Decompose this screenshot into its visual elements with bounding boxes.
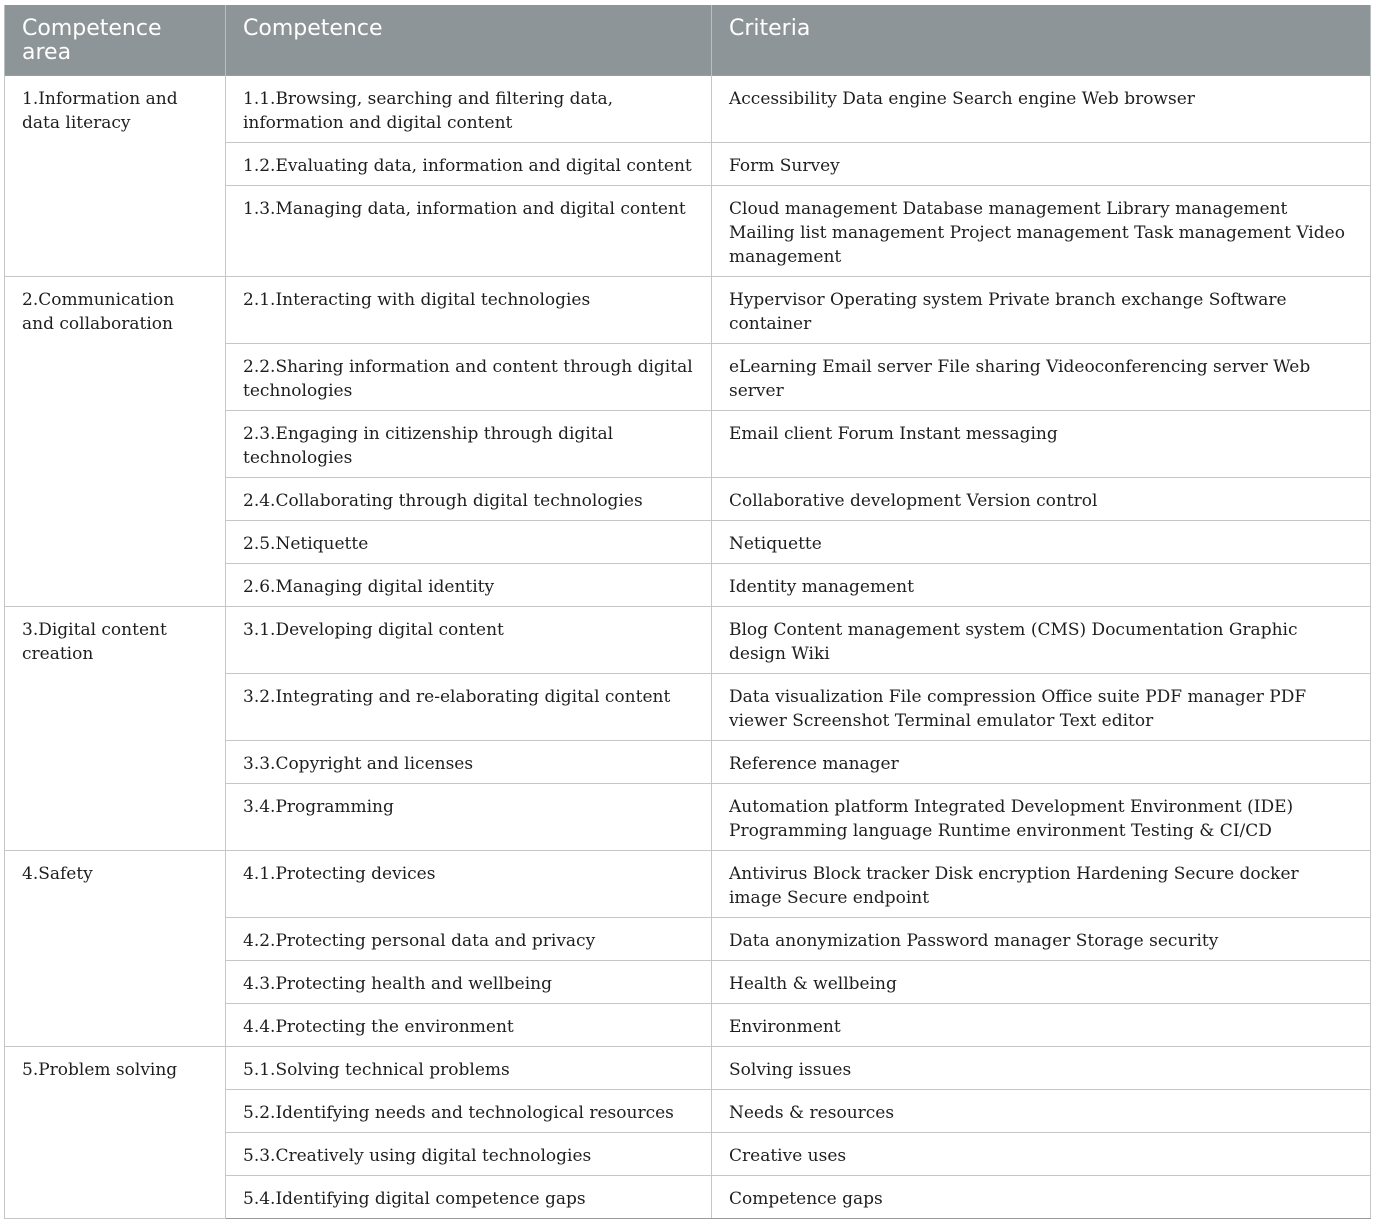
criteria-cell: Identity management	[712, 564, 1371, 607]
criteria-cell: Creative uses	[712, 1133, 1371, 1176]
competence-cell: 4.3.Protecting health and wellbeing	[226, 961, 712, 1004]
criteria-cell: Health & wellbeing	[712, 961, 1371, 1004]
criteria-cell: Needs & resources	[712, 1090, 1371, 1133]
criteria-cell: Email client Forum Instant messaging	[712, 411, 1371, 478]
table-header	[5, 5, 1371, 76]
competence-cell: 2.4.Collaborating through digital technologies	[226, 478, 712, 521]
criteria-cell: Blog Content management system (CMS) Documentation Graphic design Wiki	[712, 607, 1371, 674]
competence-cell: 4.1.Protecting devices	[226, 851, 712, 918]
competence-cell: 1.2.Evaluating data, information and digital content	[226, 143, 712, 186]
criteria-cell: Reference manager	[712, 741, 1371, 784]
competence-cell: 2.5.Netiquette	[226, 521, 712, 564]
criteria-cell: Collaborative development Version control	[712, 478, 1371, 521]
competence-area-cell: 2.Communication and collaboration	[5, 277, 226, 607]
criteria-cell: Antivirus Block tracker Disk encryption Hardening Secure docker image Secure endpoint	[712, 851, 1371, 918]
competence-cell: 2.2.Sharing information and content through digital technologies	[226, 344, 712, 411]
competence-cell: 3.4.Programming	[226, 784, 712, 851]
competence-cell: 5.2.Identifying needs and technological resources	[226, 1090, 712, 1133]
table-row	[5, 851, 1371, 918]
competence-cell: 2.6.Managing digital identity	[226, 564, 712, 607]
table-row	[5, 607, 1371, 674]
header-competence: Competence	[226, 5, 712, 76]
criteria-cell: Accessibility Data engine Search engine Web browser	[712, 76, 1371, 143]
criteria-cell: eLearning Email server File sharing Videoconferencing server Web server	[712, 344, 1371, 411]
criteria-cell: Form Survey	[712, 143, 1371, 186]
competence-cell: 4.4.Protecting the environment	[226, 1004, 712, 1047]
competence-cell: 5.4.Identifying digital competence gaps	[226, 1176, 712, 1219]
competence-cell: 4.2.Protecting personal data and privacy	[226, 918, 712, 961]
competence-cell: 1.1.Browsing, searching and filtering data, information and digital content	[226, 76, 712, 143]
competence-area-cell: 5.Problem solving	[5, 1047, 226, 1219]
competence-table	[4, 5, 1371, 1219]
criteria-cell: Competence gaps	[712, 1176, 1371, 1219]
competence-cell: 2.3.Engaging in citizenship through digital technologies	[226, 411, 712, 478]
competence-cell: 5.3.Creatively using digital technologies	[226, 1133, 712, 1176]
criteria-cell: Environment	[712, 1004, 1371, 1047]
criteria-cell: Data anonymization Password manager Storage security	[712, 918, 1371, 961]
competence-cell: 5.1.Solving technical problems	[226, 1047, 712, 1090]
header-competence-area: Competence area	[5, 5, 226, 76]
competence-area-cell: 4.Safety	[5, 851, 226, 1047]
criteria-cell: Automation platform Integrated Development Environment (IDE) Programming language Runtime environment Testing & CI/CD	[712, 784, 1371, 851]
competence-area-cell: 3.Digital content creation	[5, 607, 226, 851]
competence-cell: 2.1.Interacting with digital technologies	[226, 277, 712, 344]
header-criteria: Criteria	[712, 5, 1371, 76]
competence-cell: 3.2.Integrating and re-elaborating digital content	[226, 674, 712, 741]
table-row	[5, 277, 1371, 344]
table-row	[5, 76, 1371, 143]
criteria-cell: Cloud management Database management Library management Mailing list management Project management Task management Video management	[712, 186, 1371, 277]
competence-cell: 1.3.Managing data, information and digital content	[226, 186, 712, 277]
criteria-cell: Data visualization File compression Office suite PDF manager PDF viewer Screenshot Terminal emulator Text editor	[712, 674, 1371, 741]
criteria-cell: Netiquette	[712, 521, 1371, 564]
competence-area-cell: 1.Information and data literacy	[5, 76, 226, 277]
competence-cell: 3.3.Copyright and licenses	[226, 741, 712, 784]
competence-cell: 3.1.Developing digital content	[226, 607, 712, 674]
table-body	[5, 76, 1371, 1219]
criteria-cell: Hypervisor Operating system Private branch exchange Software container	[712, 277, 1371, 344]
criteria-cell: Solving issues	[712, 1047, 1371, 1090]
header-row	[5, 5, 1371, 76]
table-row	[5, 1047, 1371, 1090]
